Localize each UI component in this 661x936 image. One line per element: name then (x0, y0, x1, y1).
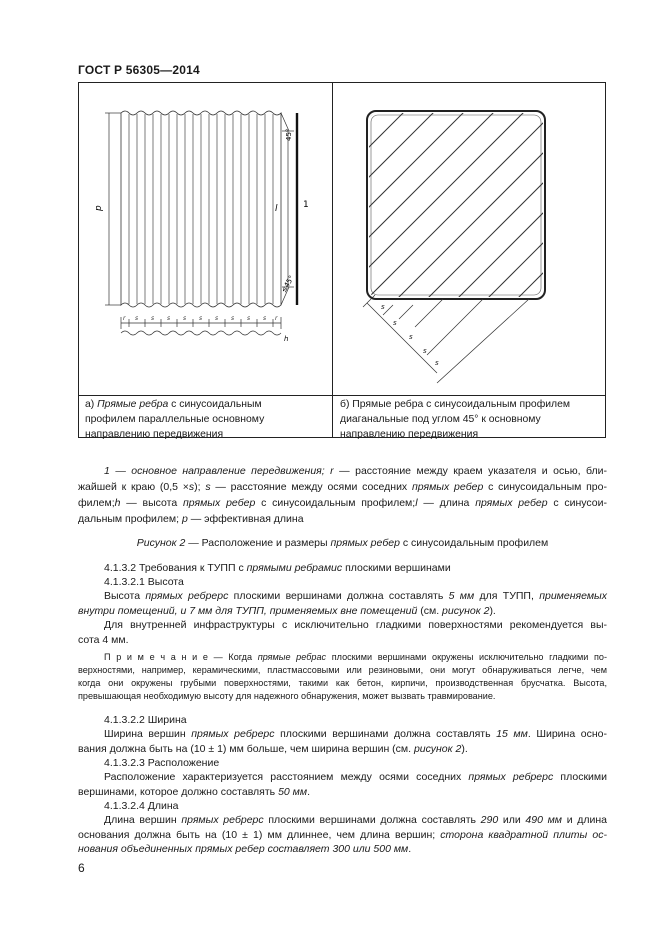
legend-italic: прямых ребер (182, 497, 256, 509)
legend-text: — длина (417, 497, 476, 509)
para-text: основания должна быть на (10 ± 1) мм длиннее, чем длина вершин; (78, 828, 441, 841)
panel-b-caption-line3: направлению передвижения (340, 429, 479, 440)
para-italic: прямых ребрерс (468, 771, 554, 783)
section-title-italic: прямыми ребрамис (246, 562, 343, 574)
legend-symbol-l: l (415, 497, 418, 509)
legend-symbol-s: s (188, 481, 195, 493)
para-italic: 15 мм (496, 728, 528, 740)
panel-a-drawing (79, 83, 332, 395)
height-paragraph (78, 589, 607, 647)
section-4-1-3-2-title (104, 561, 451, 576)
panel-a-dim-s: s (151, 315, 155, 322)
legend-symbol-p: p (181, 513, 188, 525)
para-text: сота 4 мм. (78, 633, 129, 646)
para-text: ). (489, 604, 496, 617)
panel-a-dim-s: s (263, 315, 267, 322)
panel-a-caption-prefix: а) (85, 399, 98, 410)
panel-b-caption-line2: диаганальные под углом 45° к основному (340, 414, 541, 425)
legend-symbol-h: h (114, 497, 121, 509)
para-text: вания должна быть на (10 ± 1) мм больше, чем ширина вершин (см. (78, 742, 414, 755)
para-text: плоскими вершинами должна составлять (263, 814, 481, 826)
panel-a-label-h: h (284, 335, 289, 343)
para-italic: 490 мм (525, 814, 563, 826)
figure-caption-number: Рисунок 2 — (136, 537, 202, 549)
section-4-1-3-2-1-title: 4.1.3.2.1 Высота (104, 576, 184, 588)
panel-a-label-45-top: 45° (285, 128, 293, 141)
legend-text: жайшей к краю (0,5 × (78, 481, 189, 493)
para-text: или (498, 814, 526, 826)
panel-b-dim-s: s (435, 359, 439, 367)
para-text: плоскими (553, 771, 607, 783)
para-italic: прямых ребрерс (181, 814, 264, 826)
figure-legend (78, 463, 607, 527)
section-4-1-3-2-3-title: 4.1.3.2.3 Расположение (104, 757, 220, 769)
panel-b-drawing (333, 83, 606, 395)
section-4-1-3-2-2-title: 4.1.3.2.2 Ширина (104, 714, 187, 726)
para-text: Высота (104, 590, 146, 602)
page-number: 6 (78, 861, 85, 875)
note-text: когда они окружены грубыми поверхностями, такими как бетон, кирпичи, производственная брусчатка. Высота, (78, 678, 607, 688)
para-text: Ширина вершин (104, 728, 192, 740)
legend-text: с синусои- (547, 497, 607, 509)
para-italic: сторона квадратной плиты ос- (440, 828, 607, 841)
para-text: и длина (562, 814, 607, 826)
note-block (78, 651, 607, 703)
para-italic: прямых ребрерс (145, 590, 229, 602)
para-text: . (307, 785, 310, 798)
panel-a-caption (85, 397, 325, 442)
para-text: (см. (417, 604, 443, 617)
para-text: . Ширина осно- (527, 728, 607, 740)
figure-caption-text: Расположение и размеры (201, 537, 331, 549)
legend-text: филем; (78, 497, 115, 509)
para-italic: рисунок 2 (442, 604, 490, 617)
panel-a-dim-s: s (231, 315, 235, 322)
para-italic: 50 мм (278, 785, 308, 798)
legend-symbol-s: s (205, 481, 211, 493)
para-italic: 5 мм (448, 590, 475, 602)
legend-text: дальным профилем; (78, 513, 182, 525)
para-text: плоскими вершинами должна составлять (228, 590, 449, 602)
para-italic: внутри помещений, и 7 мм для ТУПП, применяемых вне помещений (78, 604, 418, 617)
figure-caption-text: с синусоидальным профилем (399, 537, 549, 549)
panel-b-dim-s: s (409, 333, 413, 341)
note-text: превышающая необходимую высоту для надежного обнаружения, может вызвать травмирование. (78, 691, 496, 701)
panel-a-dim-s: s (199, 315, 203, 322)
panel-a-caption-rest: с синусоидальным (168, 399, 262, 410)
width-paragraph (78, 727, 607, 756)
panel-a-label-1: 1 (303, 200, 309, 210)
panel-a-dim-s: s (215, 315, 219, 322)
panel-b-caption-line1: б) Прямые ребра с синусоидальным профилем (340, 399, 571, 410)
legend-text: ); (194, 481, 206, 493)
panel-a-dim-s: s (183, 315, 187, 322)
figure-table (78, 82, 606, 438)
legend-text: 1 — основное направление передвижения; (104, 465, 331, 477)
para-italic: применяемых (539, 590, 607, 602)
para-text: Расположение характеризуется расстоянием между осями соседних (104, 771, 469, 783)
para-text: ). (461, 742, 468, 755)
panel-b-tile-outline (367, 111, 545, 299)
panel-b-dim-s: s (381, 303, 385, 311)
panel-a-dim-s: s (167, 315, 171, 322)
panel-a-caption-line3: направлению передвижения (85, 429, 224, 440)
legend-italic: прямых ребер (475, 497, 548, 509)
legend-text: с синусоидальным профилем; (255, 497, 416, 509)
panel-b-dim-s: s (393, 319, 397, 327)
legend-symbol-r: r (330, 465, 334, 477)
panel-b-dim-s: s (423, 347, 427, 355)
placement-paragraph (78, 770, 607, 799)
note-text: — Когда (207, 652, 258, 662)
legend-text: с синусоидальным про- (483, 481, 607, 493)
section-4-1-3-2-4-title: 4.1.3.2.4 Длина (104, 800, 179, 812)
figure-divider-horizontal (79, 395, 605, 396)
para-italic: 290 (480, 814, 499, 826)
note-text: верхностями, например, керамическими, пластмассовыми или резиновыми, они могут обнаруживаться легче, чем (78, 665, 607, 675)
panel-a-caption-italic: Прямые ребра (97, 399, 169, 410)
panel-a-dim-r-left: r (123, 315, 126, 322)
panel-a-label-l: l (275, 204, 278, 214)
legend-text: — расстояние между краем указателя и осью, бли- (333, 465, 607, 477)
para-text: для ТУПП, (474, 590, 540, 602)
para-text: вершинами, которое должно составлять (78, 785, 279, 798)
legend-italic: прямых ребер (411, 481, 484, 493)
note-text: плоскими вершинами окружены исключительно гладкими по- (326, 652, 607, 662)
panel-a-caption-line2: профилем параллельные основному (85, 414, 265, 425)
para-text: . (408, 843, 412, 855)
figure-caption-italic: прямых ребер (330, 537, 400, 549)
legend-text: — высота (120, 497, 183, 509)
section-title-text: плоскими вершинами (342, 562, 451, 574)
para-text: плоскими вершинами должна составлять (274, 728, 497, 740)
para-italic: прямых ребрерс (191, 728, 275, 740)
panel-a-label-45-bottom: ≤45° (279, 274, 296, 294)
legend-text: — расстояние между осями соседних (210, 481, 412, 493)
section-title-text: 4.1.3.2 Требования к ТУПП с (104, 562, 247, 574)
panel-a-dim-s: s (247, 315, 251, 322)
legend-text: — эффективная длина (187, 513, 304, 525)
note-italic: прямые ребрас (257, 652, 327, 662)
panel-a-dim-s: s (135, 315, 139, 322)
length-paragraph (78, 813, 607, 857)
para-text: Длина вершин (104, 814, 182, 826)
para-italic: нования объединенных прямых ребер составляет 300 или 500 мм (78, 843, 409, 855)
note-label: П р и м е ч а н и е (104, 652, 208, 662)
para-italic: рисунок 2 (413, 742, 462, 755)
figure-caption (78, 537, 607, 549)
panel-b-caption (340, 397, 600, 442)
panel-a-label-p: p (94, 205, 104, 211)
document-header: ГОСТ Р 56305—2014 (78, 63, 200, 77)
para-text: Для внутренней инфраструктуры с исключительно гладкими поверхностями рекомендуется вы- (104, 619, 607, 631)
panel-a-dim-r-right: r (275, 315, 278, 322)
